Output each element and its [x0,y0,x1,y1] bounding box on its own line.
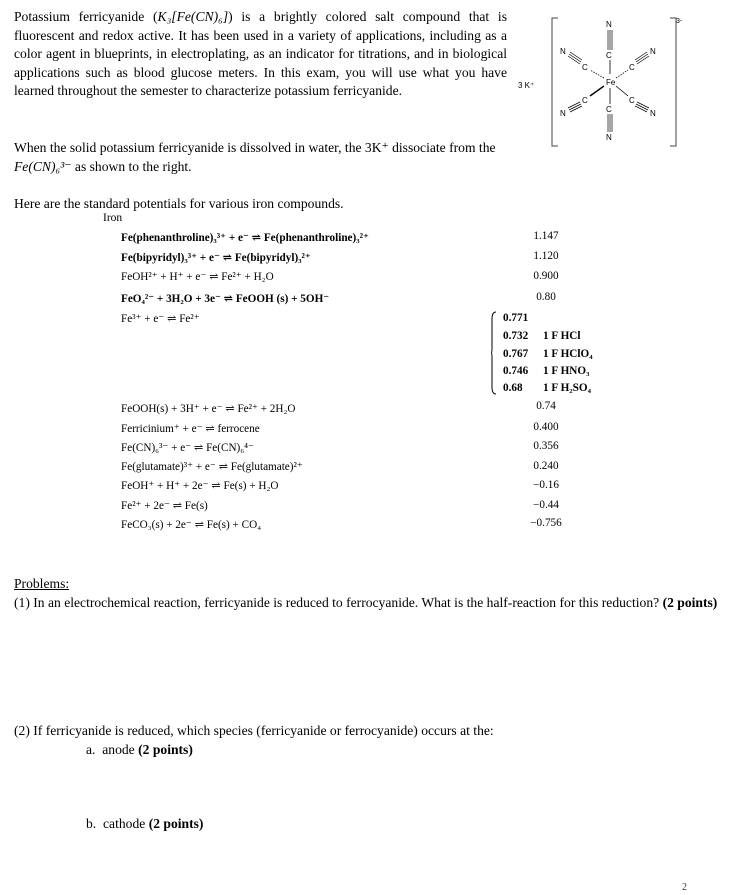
potential-value: 0.900 [533,270,559,282]
potential-value: −0.44 [533,499,559,511]
condition-label: 1 F HNO₃ [543,365,590,377]
nitrogen-lower-left: N [560,109,566,118]
ferricyanide-structure [518,8,694,158]
iron-group-label: Iron [103,212,123,224]
potential-value: 0.80 [536,291,556,303]
potential-value: −0.16 [533,479,559,491]
carbon-upper-left: C [582,63,588,72]
problem-1-text: (1) In an electrochemical reaction, ferricyanide is reduced to ferrocyanide. What is the half-reaction for this reduction? [14,595,660,610]
condition-label: 1 F H₂SO₄ [543,382,591,394]
problem-2a-text: anode [102,742,135,757]
problem-1-points: (2 points) [662,595,718,610]
carbon-top: C [606,51,612,60]
ferricyanide-ion: Fe(CN)₆³⁻ [14,158,72,174]
problem-2b-points: (2 points) [148,816,204,831]
intro-paragraph [14,8,507,101]
condition-row [503,348,593,360]
condition-value: 0.732 [503,330,529,342]
potential-value: 0.74 [536,400,556,412]
condition-row [503,312,543,324]
nitrogen-lower-right: N [650,109,656,118]
reaction-row: FeCO₃(s) + 2e⁻ ⇌ Fe(s) + CO₄ [121,519,262,531]
condition-value: 0.68 [503,382,523,394]
potential-value: −0.756 [530,517,562,529]
potentials-intro: Here are the standard potentials for various iron compounds. [14,196,344,211]
reaction-row: FeOOH(s) + 3H⁺ + e⁻ ⇌ Fe²⁺ + 2H₂O [121,403,296,415]
problem-2a [86,741,193,760]
nitrogen-upper-left: N [560,47,566,56]
problem-2b-text: cathode [103,816,146,831]
condition-label: 1 F HClO₄ [543,348,593,360]
carbon-bottom: C [606,105,612,114]
potential-value: 0.356 [533,440,559,452]
problem-2b-label: b. [86,816,97,831]
dissolve-text-2: as shown to the right. [71,158,192,174]
dissolve-paragraph [14,139,514,176]
nitrogen-bottom: N [606,133,612,142]
triple-bond-lower-left-1 [568,102,580,108]
intro-text-2: ) is a brightly colored salt compound that is fluorescent and redox active. It has been used in a variety of applications, including as a color agent in blueprints, in electroplating, as an indicator for titrations, and in biological applications such as blood glucose meters. In this exam, you will use what you have learned throughout the semester to characterize potassium ferricyanide. [14,9,507,99]
dissolve-text-1: When the solid potassium ferricyanide is dissolved in water, the 3K⁺ dissociate from the [14,140,496,155]
right-bracket [670,18,676,146]
carbon-lower-left: C [582,96,588,105]
potential-value: 0.400 [533,421,559,433]
triple-bond-lower-left-2 [569,104,581,110]
reaction-row: Fe³⁺ + e⁻ ⇌ Fe²⁺ [121,313,200,325]
triple-bond-lower-left-3 [570,106,582,112]
reaction-row: Fe(CN)₆³⁻ + e⁻ ⇌ Fe(CN)₆⁴⁻ [121,442,254,454]
problem-2: (2) If ferricyanide is reduced, which species (ferricyanide or ferrocyanide) occurs at the: [14,723,494,738]
conditions-brace [491,311,497,395]
condition-row [503,382,591,394]
condition-value: 0.746 [503,365,529,377]
charge-label: 3- [676,18,683,25]
carbon-lower-right: C [629,96,635,105]
potential-value: 0.240 [533,460,559,472]
reaction-row: Fe(bipyridyl)₃³⁺ + e⁻ ⇌ Fe(bipyridyl)₃²⁺ [121,252,311,264]
condition-value: 0.771 [503,312,529,324]
nitrogen-top: N [606,20,612,29]
fe-center-label: Fe [606,78,616,87]
fe-c-bond-upper-left [590,70,604,78]
condition-row [503,330,581,342]
reaction-row: Fe²⁺ + 2e⁻ ⇌ Fe(s) [121,500,208,512]
triple-bond-lower-right-3 [635,106,647,112]
problem-2a-points: (2 points) [138,742,193,757]
problems-heading: Problems: [14,576,70,591]
potential-value: 1.147 [533,230,559,242]
reaction-row: FeO₄²⁻ + 3H₂O + 3e⁻ ⇌ FeOOH (s) + 5OH⁻ [121,293,330,305]
nitrogen-upper-right: N [650,47,656,56]
intro-text-1: Potassium ferricyanide ( [14,9,158,24]
triple-bond-lower-right-2 [636,104,648,110]
left-bracket [552,18,558,146]
carbon-upper-right: C [629,63,635,72]
page-number: 2 [682,882,687,893]
reaction-row: FeOH⁺ + H⁺ + 2e⁻ ⇌ Fe(s) + H₂O [121,480,279,492]
ferricyanide-formula: K₃[Fe(CN)₆] [157,9,229,24]
reaction-row: FeOH²⁺ + H⁺ + e⁻ ⇌ Fe²⁺ + H₂O [121,271,274,283]
fe-c-bond-lower-right [616,86,628,96]
fe-c-bond-lower-left [590,86,604,96]
condition-row [503,365,589,377]
reaction-row: Fe(phenanthroline)₃³⁺ + e⁻ ⇌ Fe(phenanthroline)₃²⁺ [121,232,369,244]
problem-1 [14,594,728,613]
condition-value: 0.767 [503,348,529,360]
problem-2a-label: a. [86,742,96,757]
triple-bond-lower-right-1 [637,102,649,108]
fe-c-bond-upper-right [616,70,628,78]
condition-label: 1 F HCl [543,330,581,342]
counter-ion-label: 3 K⁺ [518,81,535,90]
reaction-row: Fe(glutamate)³⁺ + e⁻ ⇌ Fe(glutamate)²⁺ [121,461,303,473]
problem-2b [86,815,203,834]
reaction-row: Ferricinium⁺ + e⁻ ⇌ ferrocene [121,423,260,435]
potential-value: 1.120 [533,250,559,262]
